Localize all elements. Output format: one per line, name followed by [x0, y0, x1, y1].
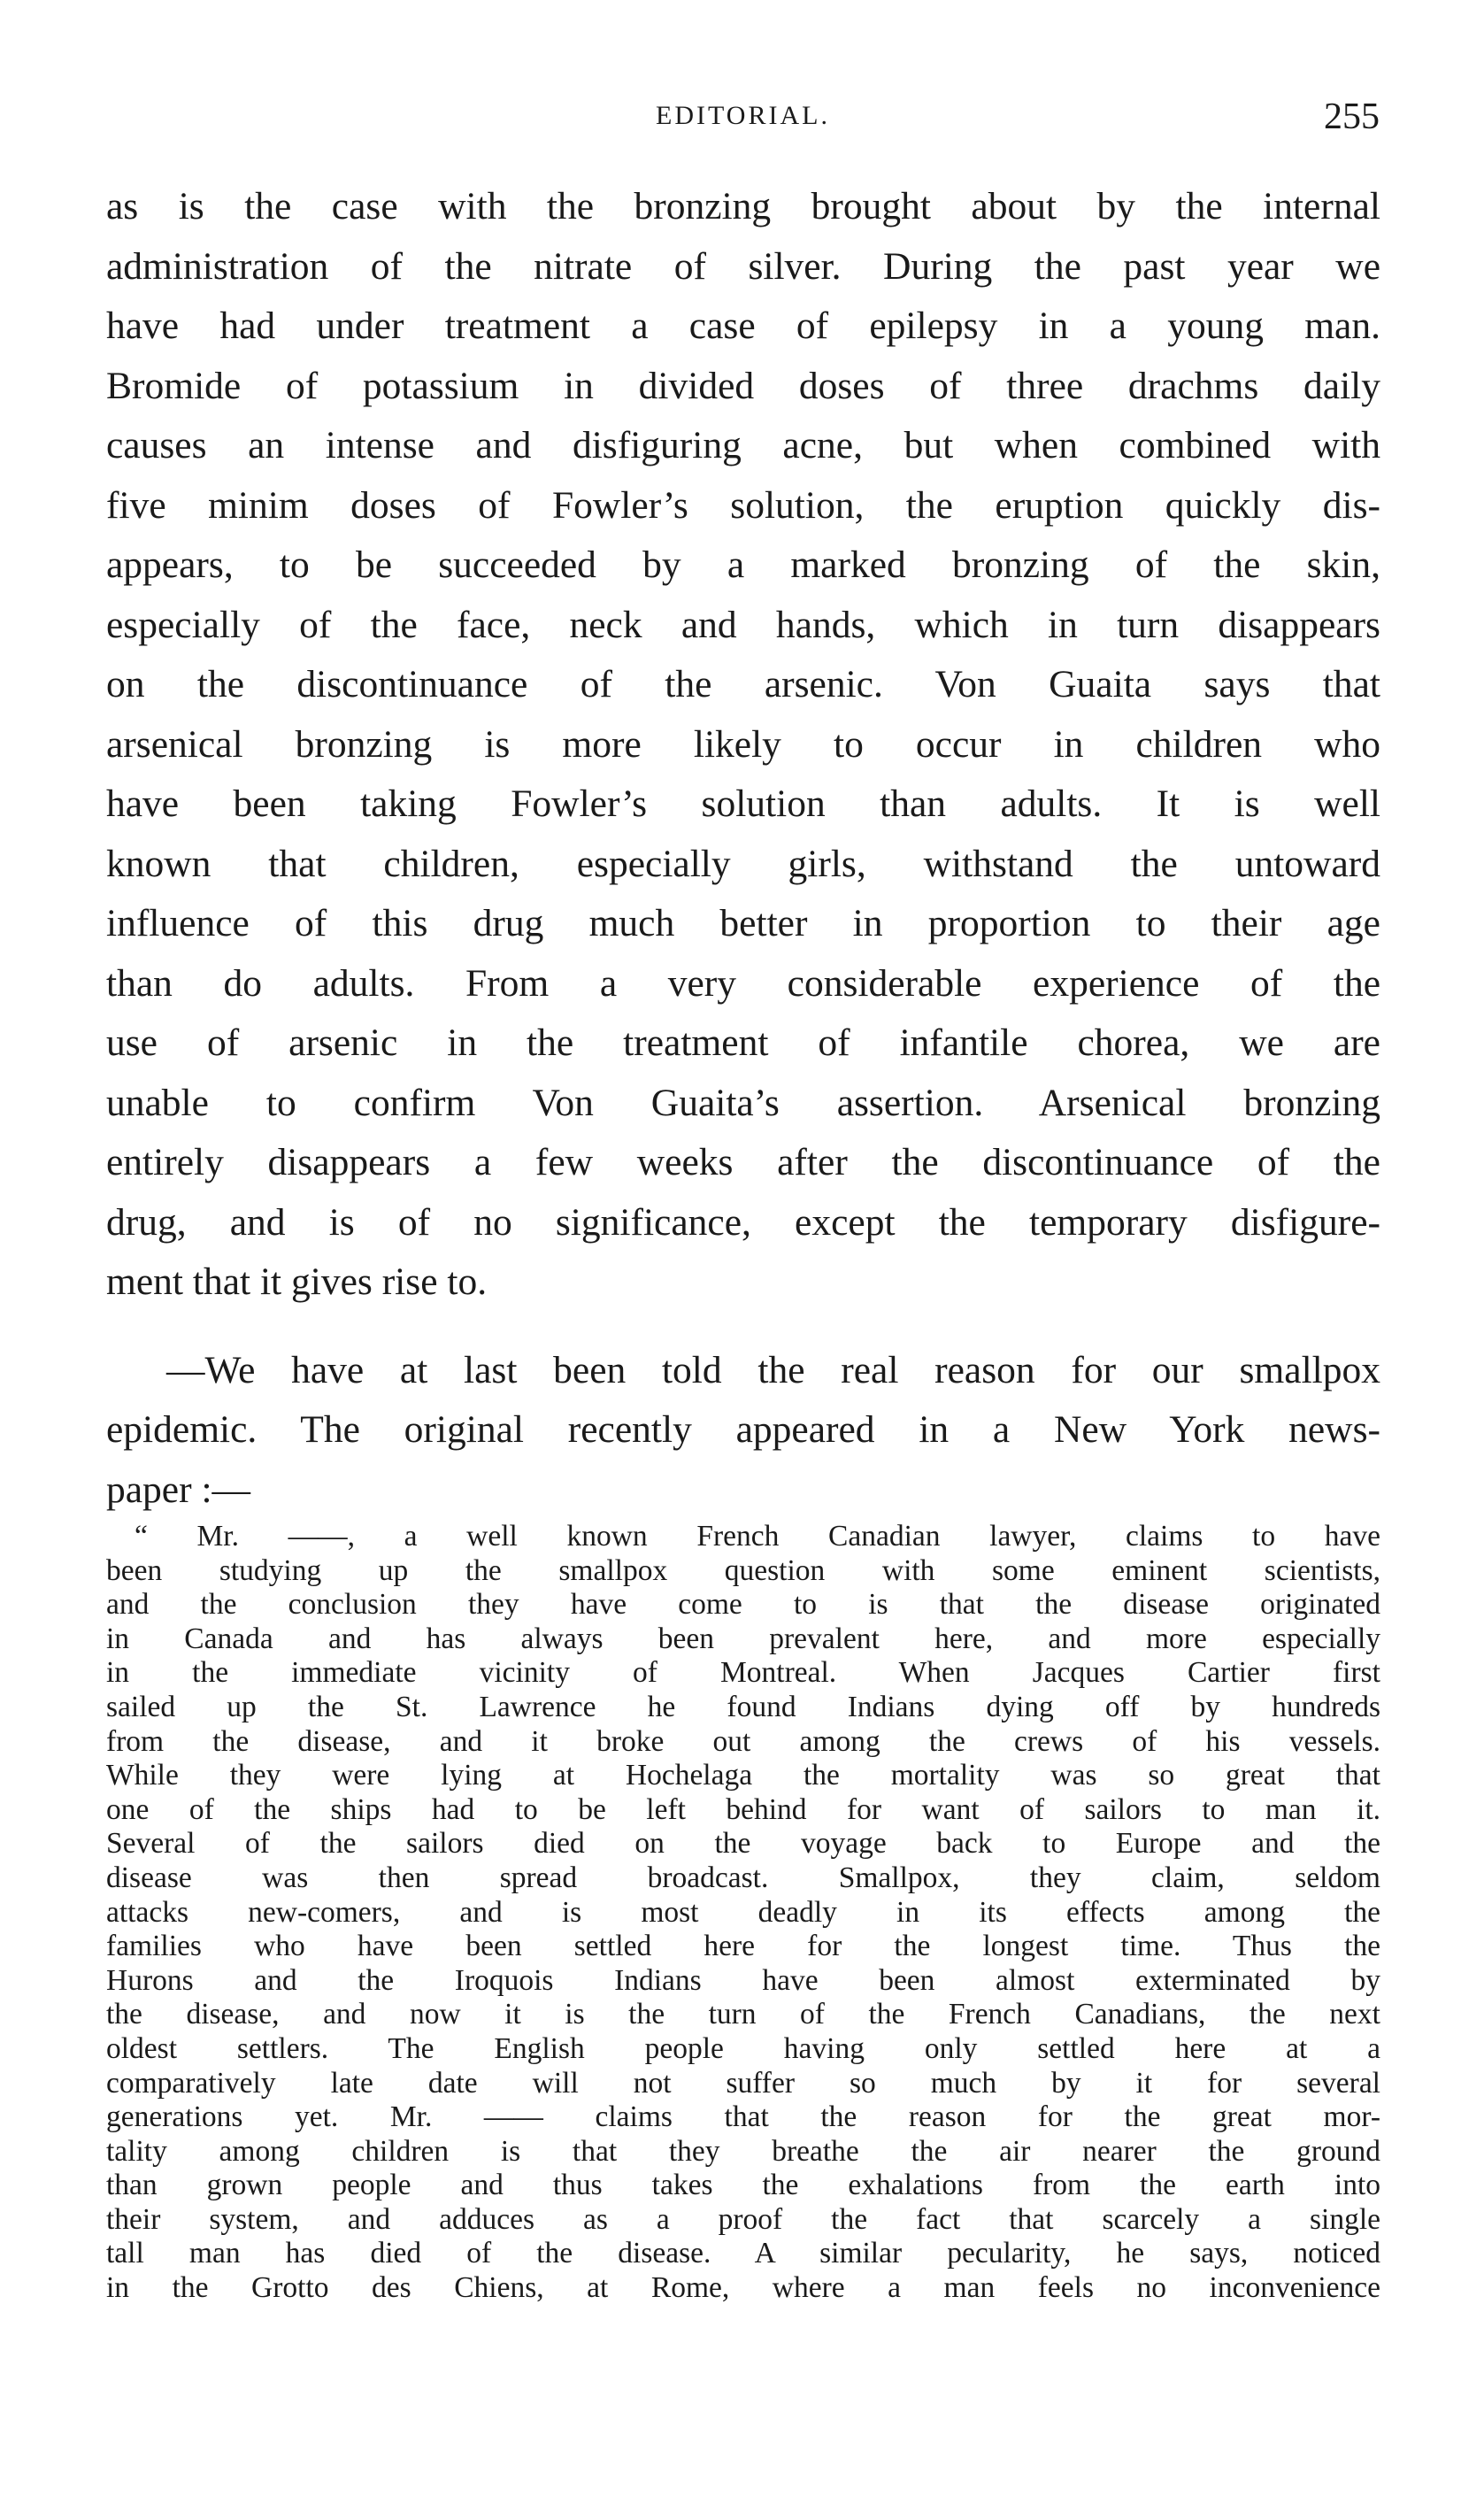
text-line: —We have at last been told the real reason for our smallpox	[166, 1348, 1380, 1391]
text-line: arsenical bronzing is more likely to occur in children who	[106, 722, 1380, 766]
quote-line: in the immediate vicinity of Montreal. When Jacques Cartier first	[106, 1656, 1380, 1690]
quote-line: Several of the sailors died on the voyage back to Europe and the	[106, 1827, 1380, 1861]
quote-line: in Canada and has always been prevalent here, and more especially	[106, 1622, 1380, 1655]
quote-line: one of the ships had to be left behind for want of sailors to man it.	[106, 1792, 1380, 1826]
text-line: influence of this drug much better in proportion to their age	[106, 902, 1380, 944]
quote-line: from the disease, and it broke out among the crews of his vessels.	[106, 1724, 1380, 1758]
newspaper-quotation	[106, 1520, 1380, 2306]
text-line: five minim doses of Fowler’s solution, the eruption quickly dis-	[106, 483, 1380, 527]
paragraph-gap	[106, 1313, 1380, 1341]
quote-line: sailed up the St. Lawrence he found Indians dying off by hundreds	[106, 1690, 1380, 1723]
text-line: have been taking Fowler’s solution than adults. It is well	[106, 782, 1380, 825]
article-body	[106, 177, 1380, 2306]
running-head	[106, 96, 1380, 149]
quote-line: comparatively late date will not suffer so much by it for several	[106, 2066, 1380, 2100]
running-title: EDITORIAL.	[656, 101, 830, 130]
quote-line: generations yet. Mr. —— claims that the reason for the great mor-	[106, 2100, 1380, 2134]
text-line: use of arsenic in the treatment of infantile chorea, we are	[106, 1021, 1380, 1064]
text-line: as is the case with the bronzing brought about by the internal	[106, 185, 1380, 227]
quote-line: than grown people and thus takes the exhalations from the earth into	[106, 2169, 1380, 2202]
text-line: on the discontinuance of the arsenic. Von Guaita says that	[106, 663, 1380, 705]
quote-line: families who have been settled here for the longest time. Thus the	[106, 1930, 1380, 1963]
quote-line: their system, and adduces as a proof the fact that scarcely a single	[106, 2202, 1380, 2236]
quote-line: attacks new-comers, and is most deadly in its effects among the	[106, 1895, 1380, 1929]
text-line: appears, to be succeeded by a marked bronzing of the skin,	[106, 543, 1380, 586]
text-line: epidemic. The original recently appeared in a New York news-	[106, 1408, 1380, 1451]
quote-line: Hurons and the Iroquois Indians have been almost exterminated by	[106, 1963, 1380, 1997]
paragraph-smallpox-intro	[106, 1341, 1380, 1521]
text-line: paper :—	[106, 1468, 251, 1511]
text-line: causes an intense and disfiguring acne, but when combined with	[106, 424, 1380, 466]
quote-line: disease was then spread broadcast. Smallpox, they claim, seldom	[106, 1861, 1380, 1894]
text-line: drug, and is of no significance, except the temporary disfigure-	[106, 1200, 1380, 1244]
quote-line: “ Mr. ——, a well known French Canadian lawyer, claims to have	[135, 1520, 1380, 1553]
quote-line: and the conclusion they have come to is that the disease originated	[106, 1588, 1380, 1622]
quote-line: tality among children is that they breathe the air nearer the ground	[106, 2134, 1380, 2168]
quote-line: oldest settlers. The English people having only settled here at a	[106, 2031, 1380, 2065]
quote-line: in the Grotto des Chiens, at Rome, where a man feels no inconvenience	[106, 2271, 1380, 2305]
text-line: unable to confirm Von Guaita’s assertion. Arsenical bronzing	[106, 1081, 1380, 1124]
text-line: Bromide of potassium in divided doses of three drachms daily	[106, 364, 1380, 407]
quote-line: tall man has died of the disease. A similar pecularity, he says, noticed	[106, 2237, 1380, 2270]
text-line: especially of the face, neck and hands, which in turn disappears	[106, 603, 1380, 646]
text-line: than do adults. From a very considerable experience of the	[106, 961, 1380, 1005]
text-line: known that children, especially girls, withstand the untoward	[106, 842, 1380, 885]
quote-line: been studying up the smallpox question with some eminent scientists,	[106, 1553, 1380, 1587]
page-number: 255	[1324, 96, 1380, 137]
text-line: ment that it gives rise to.	[106, 1260, 488, 1303]
text-line: administration of the nitrate of silver. During the past year we	[106, 244, 1380, 288]
quote-line: While they were lying at Hochelaga the mortality was so great that	[106, 1759, 1380, 1792]
text-line: have had under treatment a case of epilepsy in a young man.	[106, 304, 1380, 347]
paragraph-arsenical-bronzing	[106, 177, 1380, 1313]
text-line: entirely disappears a few weeks after the discontinuance of the	[106, 1141, 1380, 1183]
quote-line: the disease, and now it is the turn of the French Canadians, the next	[106, 1998, 1380, 2031]
